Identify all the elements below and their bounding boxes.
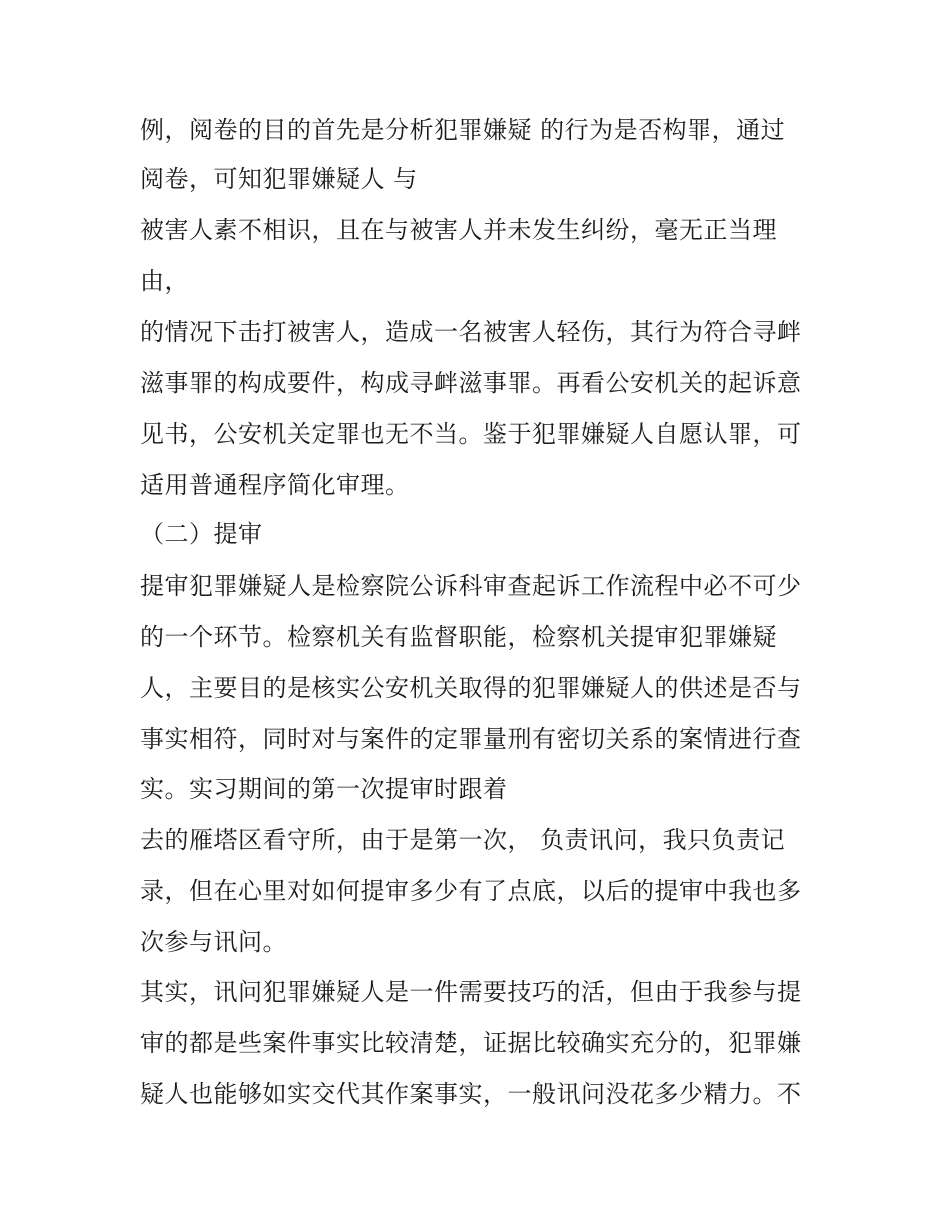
text-line: 实。实习期间的第一次提审时跟着 [140, 775, 508, 803]
text-line: 的一个环节。检察机关有监督职能，检察机关提审犯罪嫌疑 [140, 623, 777, 651]
text-line: 由， [140, 267, 189, 295]
text-line: 审的都是些案件事实比较清楚，证据比较确实充分的，犯罪嫌 [140, 1029, 802, 1057]
text-line: 事实相符，同时对与案件的定罪量刑有密切关系的案情进行查 [140, 725, 802, 753]
text-line: 例，阅卷的目的首先是分析犯罪嫌疑 的行为是否构罪，通过 [140, 116, 786, 144]
text-line: 其实，讯问犯罪嫌疑人是一件需要技巧的活，但由于我参与提 [140, 978, 802, 1006]
text-line: 滋事罪的构成要件，构成寻衅滋事罪。再看公安机关的起诉意 [140, 369, 802, 397]
text-line: 录，但在心里对如何提审多少有了点底，以后的提审中我也多 [140, 877, 802, 905]
text-line: 去的雁塔区看守所，由于是第一次， 负责讯问，我只负责记 [140, 826, 786, 854]
text-line: 次参与讯问。 [140, 928, 287, 956]
text-line: 疑人也能够如实交代其作案事实，一般讯问没花多少精力。不 [140, 1080, 802, 1108]
text-line: 适用普通程序简化审理。 [140, 471, 410, 499]
section-heading: （二）提审 [140, 520, 263, 548]
text-line: 见书，公安机关定罪也无不当。鉴于犯罪嫌疑人自愿认罪，可 [140, 420, 802, 448]
text-line: 被害人素不相识，且在与被害人并未发生纠纷，毫无正当理 [140, 216, 777, 244]
text-line: 阅卷，可知犯罪嫌疑人 与 [140, 165, 418, 193]
text-line: 的情况下击打被害人，造成一名被害人轻伤，其行为符合寻衅 [140, 318, 802, 346]
text-line: 人，主要目的是核实公安机关取得的犯罪嫌疑人的供述是否与 [140, 674, 802, 702]
text-line: 提审犯罪嫌疑人是检察院公诉科审查起诉工作流程中必不可少 [140, 572, 802, 600]
